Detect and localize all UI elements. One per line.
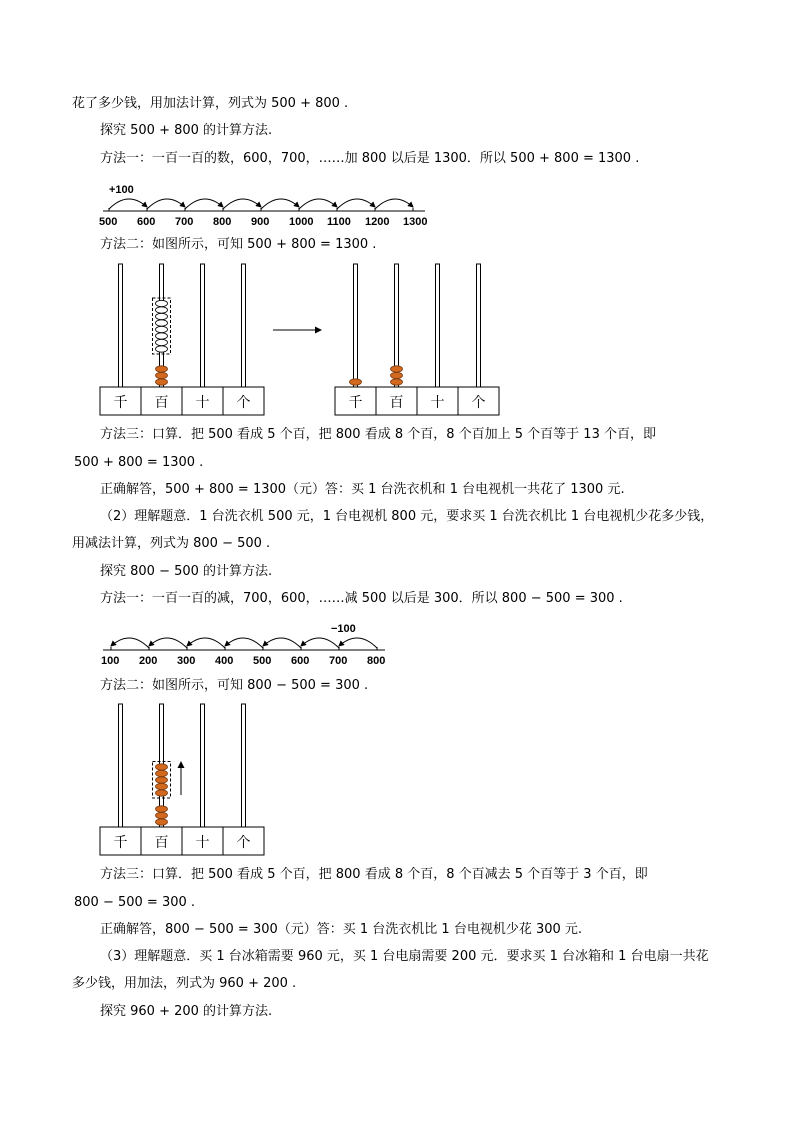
abacus-bead	[156, 770, 168, 776]
number-line-addition	[95, 178, 435, 230]
abacus-addition-figure	[95, 260, 515, 420]
tick-label: 200	[139, 655, 158, 667]
step-label: −100	[331, 623, 356, 635]
place-label: 百	[154, 834, 169, 850]
abacus-bead	[156, 812, 168, 818]
abacus-bead	[156, 806, 168, 812]
tick-label: 500	[253, 655, 272, 667]
step-arc	[261, 199, 299, 209]
abacus-before	[100, 264, 264, 415]
step-arc	[185, 199, 223, 209]
step-arc	[147, 199, 185, 209]
abacus-bead	[391, 379, 403, 385]
text-line: 正确解答，800 − 500 = 300（元）答：买 1 台洗衣机比 1 台电视机少花 300 元.	[100, 922, 583, 937]
abacus-bead	[156, 326, 168, 332]
text-line: （3）理解题意．买 1 台冰箱需要 960 元，买 1 台电扇需要 200 元．要求买 1 台冰箱和 1 台电扇一共花	[100, 949, 709, 964]
text-line: 花了多少钱，用加法计算，列式为 500 + 800 .	[72, 96, 349, 111]
text-line: 方法三：口算．把 500 看成 5 个百，把 800 看成 8 个百，8 个百加上 5 个百等于 13 个百，即	[100, 427, 656, 442]
place-label: 个	[236, 394, 251, 410]
text-line: 方法二：如图所示，可知 500 + 800 = 1300 .	[100, 237, 377, 252]
place-label: 千	[113, 834, 128, 850]
place-label: 个	[471, 394, 486, 410]
tick-label: 400	[215, 655, 234, 667]
abacus-rod	[477, 264, 481, 387]
abacus-bead	[350, 379, 362, 385]
place-label: 十	[195, 834, 210, 850]
step-arc	[109, 199, 147, 209]
tick-label: 1200	[365, 216, 390, 228]
step-arc	[187, 638, 225, 648]
tick-label: 1100	[327, 216, 351, 228]
abacus-rod	[201, 264, 205, 387]
abacus-rod	[354, 264, 358, 387]
abacus-bead	[156, 372, 168, 378]
text-line: 方法一：一百一百的数，600，700，……加 800 以后是 1300．所以 500 + 800 = 1300 .	[100, 151, 640, 166]
tick-label: 500	[99, 216, 118, 228]
abacus-rod	[436, 264, 440, 387]
place-label: 百	[389, 394, 404, 410]
abacus-bead	[156, 339, 168, 345]
place-label: 千	[348, 394, 363, 410]
step-arc	[223, 199, 261, 209]
abacus-subtraction-figure	[95, 700, 295, 860]
step-arc	[375, 199, 413, 209]
text-line: 方法二：如图所示，可知 800 − 500 = 300 .	[100, 678, 369, 693]
tick-label: 800	[213, 216, 232, 228]
text-line: 探究 500 + 800 的计算方法.	[100, 123, 273, 138]
text-line: 方法一：一百一百的减，700，600，……减 500 以后是 300．所以 800 − 500 = 300 .	[100, 591, 623, 606]
step-arc	[301, 638, 339, 648]
tick-label: 700	[175, 216, 194, 228]
tick-label: 600	[291, 655, 310, 667]
step-arc	[225, 638, 263, 648]
abacus-rod	[242, 264, 246, 387]
abacus-bead	[156, 346, 168, 352]
step-arc	[339, 638, 377, 648]
text-line: 500 + 800 = 1300 .	[74, 455, 204, 470]
tick-label: 300	[177, 655, 196, 667]
step-label: +100	[109, 184, 134, 196]
text-line: 探究 960 + 200 的计算方法.	[100, 1004, 273, 1019]
abacus-bead	[156, 790, 168, 796]
abacus-bead	[156, 366, 168, 372]
text-line: 探究 800 − 500 的计算方法.	[100, 564, 273, 579]
tick-label: 800	[367, 655, 386, 667]
tick-label: 900	[251, 216, 270, 228]
abacus-rod	[201, 704, 205, 827]
text-line: 多少钱，用加法，列式为 960 + 200 .	[72, 976, 297, 991]
tick-label: 100	[101, 655, 120, 667]
number-line-subtraction	[95, 617, 395, 669]
abacus-bead	[391, 366, 403, 372]
abacus-bead	[391, 372, 403, 378]
text-line: 方法三：口算．把 500 看成 5 个百，把 800 看成 8 个百，8 个百减去 5 个百等于 3 个百，即	[100, 867, 648, 882]
step-arc	[263, 638, 301, 648]
text-line: 用减法计算，列式为 800 − 500 .	[72, 536, 271, 551]
step-arc	[149, 638, 187, 648]
step-arc	[337, 199, 375, 209]
place-label: 十	[195, 394, 210, 410]
text-line: 正确解答，500 + 800 = 1300（元）答：买 1 台洗衣机和 1 台电视机一共花了 1300 元.	[100, 482, 625, 497]
text-line: （2）理解题意．1 台洗衣机 500 元，1 台电视机 800 元，要求买 1 台洗衣机比 1 台电视机少花多少钱，	[100, 509, 714, 524]
place-label: 十	[430, 394, 445, 410]
abacus-bead	[156, 300, 168, 306]
abacus-bead	[156, 379, 168, 385]
abacus-bead	[156, 764, 168, 770]
step-arc	[299, 199, 337, 209]
abacus-rod	[119, 264, 123, 387]
text-line: 800 − 500 = 300 .	[74, 895, 196, 910]
abacus-bead	[156, 783, 168, 789]
abacus-bead	[156, 320, 168, 326]
abacus-rod	[242, 704, 246, 827]
abacus-rod	[119, 704, 123, 827]
abacus-after	[335, 264, 499, 415]
tick-label: 1000	[289, 216, 314, 228]
tick-label: 1300	[403, 216, 428, 228]
abacus-subtraction	[100, 704, 264, 855]
abacus-bead	[156, 333, 168, 339]
tick-label: 700	[329, 655, 348, 667]
abacus-bead	[156, 777, 168, 783]
abacus-bead	[156, 307, 168, 313]
tick-label: 600	[137, 216, 156, 228]
place-label: 个	[236, 834, 251, 850]
abacus-bead	[156, 819, 168, 825]
step-arc	[111, 638, 149, 648]
abacus-bead	[156, 313, 168, 319]
place-label: 百	[154, 394, 169, 410]
place-label: 千	[113, 394, 128, 410]
